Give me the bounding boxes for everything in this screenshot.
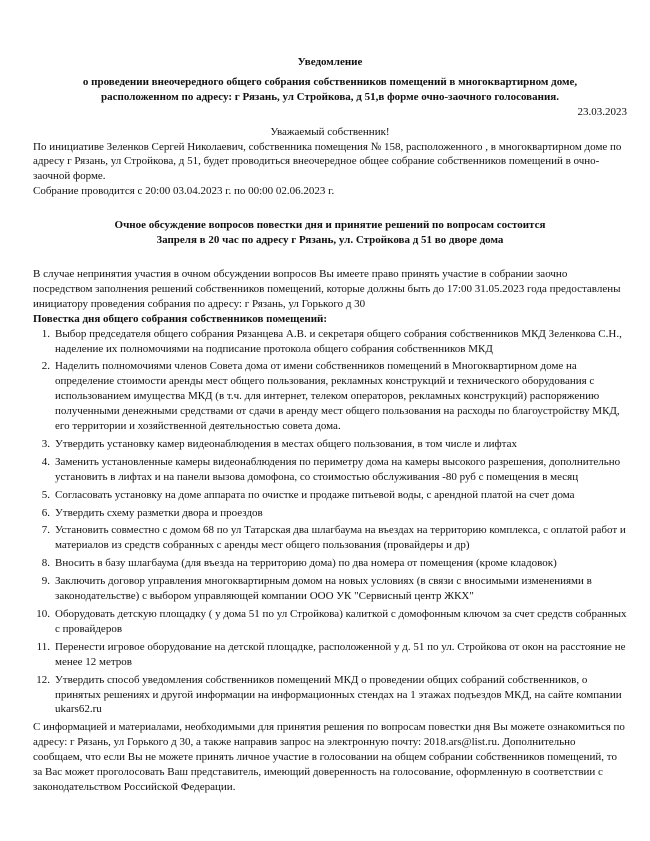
- in-person-line1: Очное обсуждение вопросов повестки дня и принятие решений по вопросам состоится: [114, 219, 546, 232]
- agenda-item: [33, 640, 627, 670]
- agenda-item-number: 10.: [36, 608, 50, 620]
- agenda-item-number: 12.: [36, 673, 50, 686]
- agenda-item-number: 2.: [41, 360, 50, 373]
- agenda-item-text: Согласовать установку на доме аппарата по очистке и продаже питьевой воды, с арендной платой на счет дома: [55, 488, 575, 501]
- agenda-item-number: 5.: [41, 488, 50, 501]
- agenda-heading: Повестка дня общего собрания собственников помещений:: [33, 312, 328, 325]
- agenda-item-number: 4.: [41, 455, 50, 468]
- agenda-item-text: Оборудовать детскую площадку ( у дома 51 по ул Стройкова) калиткой с домофонным ключом за счет средств собранных с провайдеров: [55, 608, 627, 635]
- agenda-list: [33, 327, 627, 718]
- agenda-item: [33, 437, 627, 452]
- agenda-item: [33, 607, 627, 637]
- agenda-item-number: 9.: [41, 575, 50, 588]
- document-subtitle-line1: о проведении внеочередного общего собрания собственников помещений в многоквартирном доме,: [82, 75, 578, 88]
- agenda-item: [33, 488, 627, 503]
- agenda-item: [33, 327, 627, 357]
- in-person-line2: 3апреля в 20 час по адресу г Рязань, ул. Стройкова д 51 во дворе дома: [156, 234, 504, 247]
- agenda-item-text: Перенести игровое оборудование на детской площадке, расположенной у д. 51 по ул. Стройкова от окон на расстояние не менее 12 метров: [55, 640, 626, 668]
- absentee-paragraph: В случае непринятия участия в очном обсуждении вопросов Вы имеете право принять участие в собрании заочно посредством заполнения решений собственников помещений, которые должны быть до 17:00 31.05.2023 года предоставлены инициатору проведения собрания по адресу: г Рязань, ул Горького д 30: [33, 267, 621, 310]
- agenda-item-text: Вносить в базу шлагбаума (для въезда на территорию дома) по два номера от помещения (кроме кладовок): [55, 557, 557, 570]
- notice-document: [33, 55, 627, 795]
- agenda-item-text: Заключить договор управления многоквартирным домом на новых условиях (в связи с вносимыми изменениями в законодательстве) с выбором управляющей компании ООО УК "Сервисный центр ЖКХ": [55, 575, 592, 603]
- agenda-item-number: 1.: [41, 327, 50, 340]
- agenda-item-number: 11.: [36, 640, 50, 653]
- agenda-item: [33, 673, 627, 718]
- document-title: Уведомление: [297, 56, 363, 68]
- agenda-item-number: 6.: [41, 506, 50, 519]
- agenda-item: [33, 523, 627, 553]
- closing-paragraph: С информацией и материалами, необходимыми для принятия решения по вопросам повестки дня Вы можете ознакомиться по адресу: г Рязань, ул Горького д 30, а также направив запрос на электронную почту: 2018.ars@list.ru. Дополнительно сообщаем, что если Вы не можете принять личное участие в голосовании на общем собрании собственников помещений, то за Вас может проголосовать Ваш представитель, имеющий доверенность на голосование, оформленную в соответствии с законодательством Российской Федерации.: [33, 721, 625, 793]
- agenda-item: [33, 574, 627, 604]
- agenda-item-number: 7.: [41, 524, 50, 537]
- agenda-item-text: Установить совместно с домом 68 по ул Татарская два шлагбаума на въездах на территорию комплекса, с оплатой работ и материалов из средств собранных с аренды мест общего пользования (провайдеры и др): [55, 524, 626, 552]
- intro-paragraph: По инициативе Зеленков Сергей Николаевич, собственника помещения № 158, расположенного , в многоквартирном доме по адресу г Рязань, ул Стройкова, д 51, будет проводиться внеочередное общее собрание собственников помещений в очно-заочной форме.: [33, 140, 622, 183]
- agenda-item-text: Утвердить установку камер видеонаблюдения в местах общего пользования, в том числе и лифтах: [55, 437, 517, 450]
- agenda-item-text: Наделить полномочиями членов Совета дома от имени собственников помещений в Многоквартирном доме на определение стоимости аренды мест общего пользования, рекламных конструкций и технического оборудования с использованием имущества МКД (в т.ч. для интернет, телеком операторов, рекламных конструкций) распоряжению полученными денежными средствами от сдачи в аренду мест общего пользования на расходы по благоустройству МКД, его территории и хозяйственной деятельностью совета дома.: [55, 360, 620, 433]
- agenda-item: [33, 556, 627, 571]
- agenda-item-text: Заменить установленные камеры видеонаблюдения по периметру дома на камеры высокого разрешения, дополнительно установить в лифтах и на панели вызова домофона, со стоимостью обслуживания -80 руб с помещения в месяц: [55, 455, 621, 483]
- document-date: 23.03.2023: [577, 105, 627, 118]
- greeting: Уважаемый собственник!: [270, 125, 390, 138]
- schedule-paragraph: Собрание проводится с 20:00 03.04.2023 г. по 00:00 02.06.2023 г.: [33, 185, 335, 198]
- agenda-item: [33, 359, 627, 434]
- document-subtitle-line2: расположенном по адресу: г Рязань, ул Стройкова, д 51,в форме очно-заочного голосования.: [101, 90, 559, 103]
- agenda-item-text: Выбор председателя общего собрания Рязанцева А.В. и секретаря общего собрания собственников МКД Зеленкова С.Н., наделение их полномочиями на подписание протокола общего собрания собственников МКД: [55, 327, 622, 355]
- agenda-item-number: 8.: [41, 557, 50, 570]
- agenda-item-text: Утвердить схему разметки двора и проездов: [55, 506, 263, 519]
- agenda-item-text: Утвердить способ уведомления собственников помещений МКД о проведении общих собраний собственников, о принятых решениях и другой информации на информационных стендах на 1 этажах подъездов МКД, на сайте компании ukars62.ru: [55, 673, 622, 716]
- agenda-item: [33, 506, 627, 521]
- agenda-item: [33, 455, 627, 485]
- agenda-item-number: 3.: [41, 437, 50, 450]
